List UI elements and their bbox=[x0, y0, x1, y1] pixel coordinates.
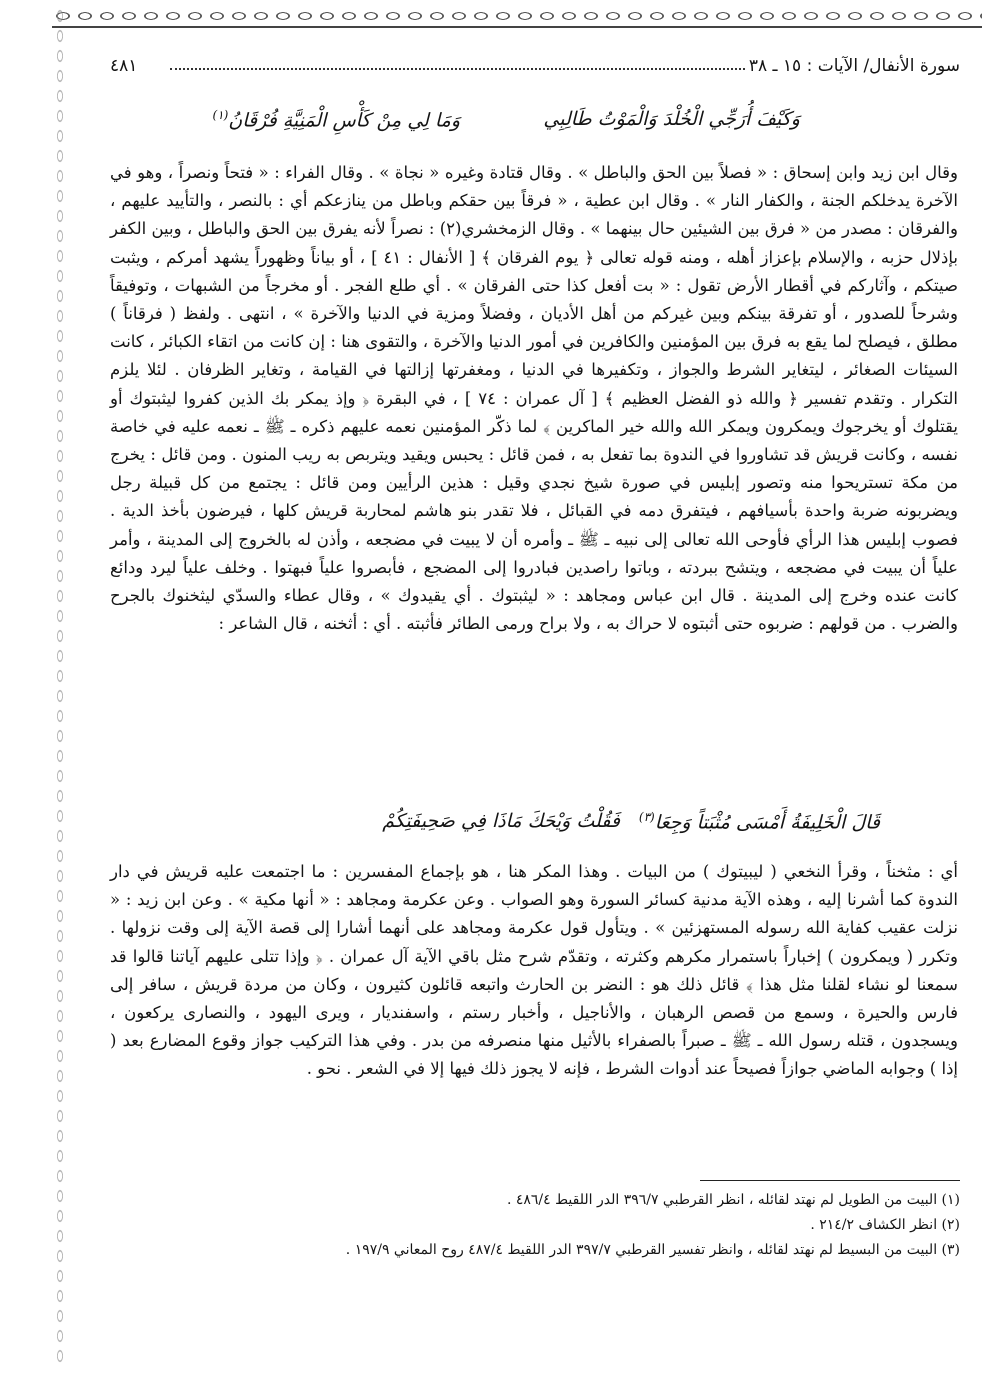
running-header bbox=[110, 56, 960, 86]
footnotes bbox=[110, 1188, 960, 1263]
verse-1-hemistich-1: وَكَيْفَ أُرَجِّي الْخُلْدَ وَالْمَوْتُ طَالِبِي bbox=[543, 108, 800, 130]
body-paragraph-2: أي : مثخناً ، وقرأ النخعي ( ليبيتوك ) من البيات . وهذا المكر هنا ، هو بإجماع المفسرين : ما اجتمعت عليه قريش في دار الندوة كما أشرنا إليه ، وهذه الآية مدنية كسائر السورة وهو الصواب . وعن عكرمة ومجاهد : « أنها مكية » . وعن ابن زيد : « نزلت عقيب كفاية الله رسوله المستهزئين » . ويتأول قول عكرمة ومجاهد على أنهما أشارا إلى قصة الآية إلى وقت نزولها . وتكرر ( ويمكرون ) إخباراً باستمرار مكرهم وكثرته ، وتقدّم شرح مثل باقي الآية آل عمران . ﴿ وإذا تتلى عليهم آياتنا قالوا قد سمعنا لو نشاء لقلنا مثل هذا ﴾ قائل ذلك هو : النضر بن الحارث واتبعه قائلون كثيرون ، وكان من مردة قريش ، سافر إلى فارس والحيرة ، وسمع من قصص الرهبان ، والأناجيل ، وأخبار رستم ، واسفنديار ، ويرى اليهود ، والنصارى يركعون ، ويسجدون ، قتله رسول الله ـ ﷺ ـ صبراً بالصفراء بالأثيل منها منصرفه من بدر . وفي هذا التركيب جواز وقوع المضارع بعد ( إذا ) وجوابه الماضي جوازاً فصيحاً عند أدوات الشرط ، فإنه لا يجوز ذلك فيها إلا في الشعر . نحو . bbox=[110, 862, 958, 1079]
footnote-separator bbox=[700, 1180, 960, 1181]
footnote-2: (٢) انظر الكشاف ٢١٤/٢ . bbox=[810, 1217, 960, 1233]
page-number: ٤٨١ bbox=[110, 56, 138, 76]
poetry-verse-2 bbox=[110, 810, 960, 846]
verse-2-hemistich-1: فَقُلْتُ وَيْحَكَ مَاذَا فِي صَحِيفَتِكُمْ bbox=[382, 810, 620, 832]
verse-1-hemistich-2: وَمَا لِي مِنْ كَأْسِ الْمَنِيَّةِ فُرْقَانُ$^{(١)}$ bbox=[212, 108, 460, 132]
decorative-top-border bbox=[52, 6, 982, 28]
verse-1-footnote-ref: (١) bbox=[212, 108, 229, 122]
verse-2-hemistich-2: قَالَ الْخَلِيفَةُ أَمْسَى مُثْبَتاً وَجِعَا$^{(٣)}$ bbox=[638, 810, 880, 834]
header-leader-dots bbox=[170, 68, 745, 70]
poetry-verse-1 bbox=[110, 108, 960, 144]
body-paragraph-1: وقال ابن زيد وابن إسحاق : « فصلاً بين الحق والباطل » . وقال قتادة وغيره « نجاة » . وقال الفراء : « فتحاً ونصراً ، وهو في الآخرة يدخلكم الجنة ، والكفار النار » . وقال ابن عطية ، « فرقاً بين حقكم وباطل من ينازعكم أي : بالنصر ، والتأييد عليهم ، والفرقان : مصدر من « فرق بين الشيئين حال بينهما » . وقال الزمخشري(٢) : نصراً لأنه يفرق بين الحق والباطل ، وبين الكفر بإذلال حزبه ، والإسلام بإعزاز أهله ، ومنه قوله تعالى ﴿ يوم الفرقان ﴾ [ الأنفال : ٤١ ] ، أو بياناً وظهوراً يشهد أمركم ، ويثبت صيتكم ، وآثاركم في أقطار الأرض تقول : « بت أفعل كذا حتى الفرقان » . أي طلع الفجر . أو مخرجاً من الشبهات ، وتوفيقاً وشرحاً للصدور ، أو تفرقة بينكم وبين غيركم من أهل الأديان ، وفضلاً ومزية في الدنيا والآخرة » ، انتهى . ولفظ ( فرقاناً ) مطلق ، فيصلح لما يقع به فرق بين المؤمنين والكافرين في أمور الدنيا والآخرة ، والتقوى هنا : إن كانت من اتقاء الكبائر ، كانت السيئات الصغائر ، ليتغاير الشرط والجواز ، وتكفيرها في الدنيا ، ومغفرتها إزالتها في القيامة ، وتغاير الظرفان . لئلا يلزم التكرار . وتقدم تفسير ﴿ والله ذو الفضل العظيم ﴾ [ آل عمران : ٧٤ ] ، في البقرة ﴿ وإذ يمكر بك الذين كفروا ليثبتوك أو يقتلوك أو يخرجوك ويمكرون ويمكر الله والله خير الماكرين ﴾ لما ذكّر المؤمنين نعمه عليهم ذكره ـ ﷺ ـ نعمه عليه في خاصة نفسه ، وكانت قريش قد تشاوروا في الندوة بما تفعل به ، فمن قائل : يحبس ويقيد ويتربص به ريب المنون . ومن قائل : يخرج من مكة تستريحوا منه وتصور إبليس في صورة شيخ نجدي وقيل : هذين الرأيين ومن قائل : يجتمع من كل قبيلة رجل ويضربونه ضربة واحدة بأسيافهم ، فيتفرق دمه في القبائل ، فلا تقدر بنو هاشم لمحاربة قريش كلها ، فيرضون بأخذ الدية . فصوب إبليس هذا الرأي فأوحى الله تعالى إلى نبيه ـ ﷺ ـ وأمره أن لا يبيت في مضجعه ، وأذن له بالخروج إلى المدينة ، وأمر علياً أن يبيت في مضجعه ، ويتشح ببردته ، وباتوا راصدين فبادروا إلى المضجع ، فأبصروا علياً فبهتوا . وخلف علياً ليرد ودائع كانت عنده وخرج إلى المدينة . قال ابن عباس ومجاهد : « ليثبتوك . أي يقيدوك » ، وقال عطاء والسدّي ليثخنوك بالجرح والضرب . من قولهم : ضربوه حتى أثبتوه لا حراك به ، ولا براح ورمى الطائر فأثبته . أي : أثخنه ، قال الشاعر : bbox=[110, 163, 959, 634]
verse-2-footnote-ref: (٣) bbox=[638, 810, 655, 824]
footnote-3: (٣) البيت من البسيط لم نهتد لقائله ، وانظر تفسير القرطبي ٣٩٧/٧ الدر اللقيط ٤٨٧/٤ روح المعاني ١٩٧/٩ . bbox=[345, 1242, 960, 1258]
decorative-left-border bbox=[52, 6, 68, 1366]
footnote-1: (١) البيت من الطويل لم نهتد لقائله ، انظر القرطبي ٣٩٦/٧ الدر اللقيط ٤٨٦/٤ . bbox=[506, 1192, 960, 1208]
header-title: سورة الأنفال/ الآيات : ١٥ ـ ٣٨ bbox=[748, 56, 960, 76]
